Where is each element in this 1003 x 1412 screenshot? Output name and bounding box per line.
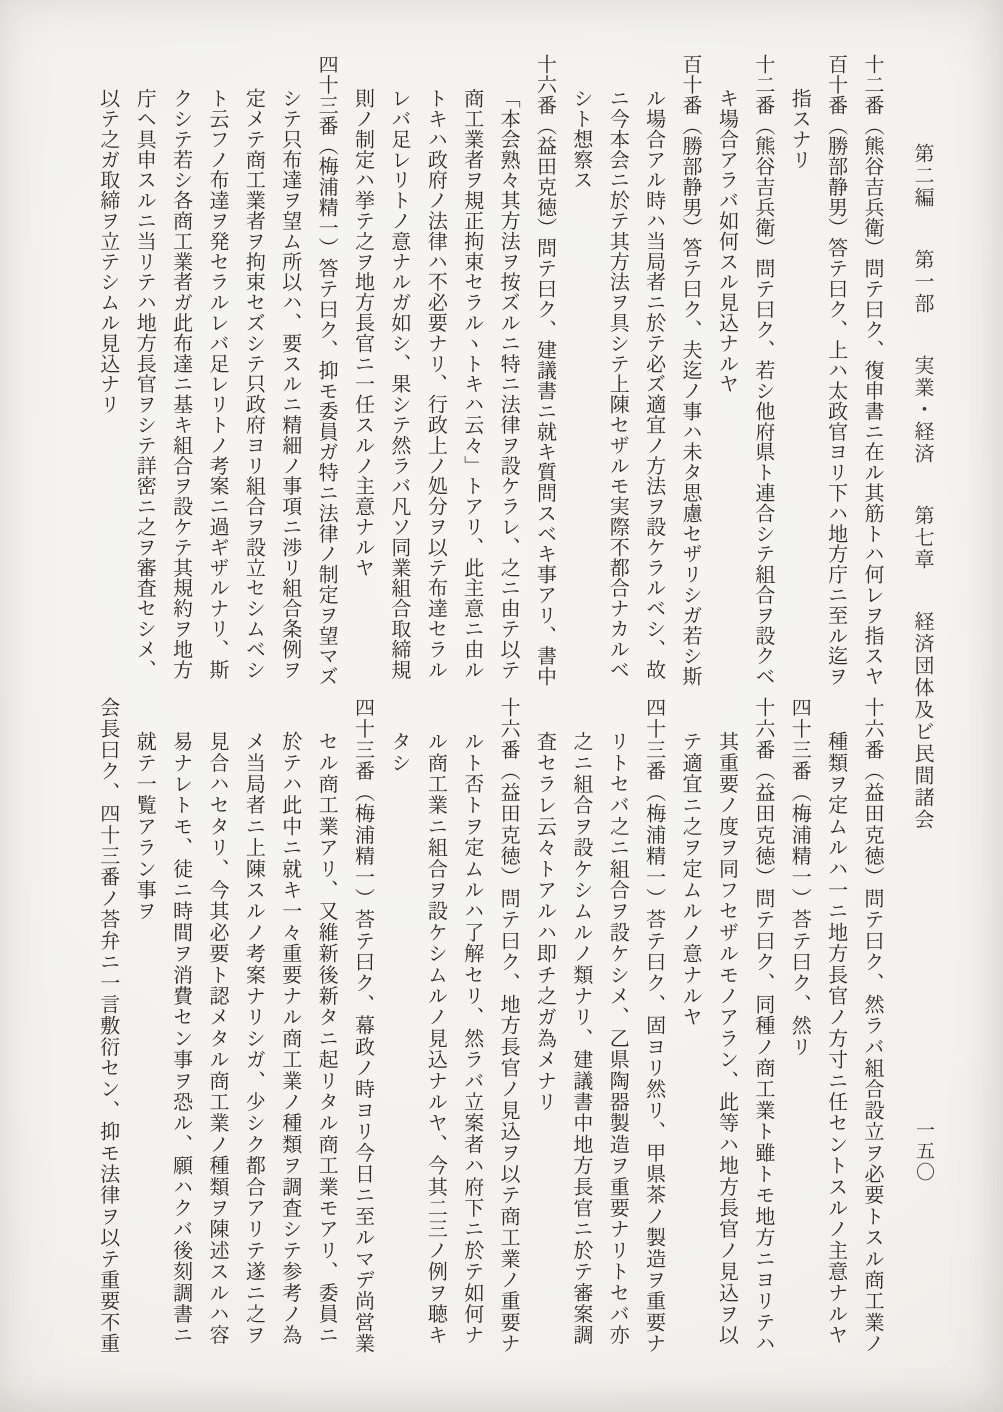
text-line: 就テ一覧アラン事ヲ	[133, 731, 156, 922]
text-line: 以テ之ガ取締ヲ立テシムル見込ナリ	[96, 88, 119, 415]
text-line: 「本会熟々其方法ヲ按ズルニ特ニ法律ヲ設ケラレ、之ニ由テ以テ	[497, 88, 520, 680]
text-line: 庁ヘ具申スルニ当リテハ地方長官ヲシテ詳密ニ之ヲ審査セシメ、	[133, 88, 156, 680]
text-line: ル場合アル時ハ当局者ニ於テ必ズ適宜ノ方法ヲ設ケラルベシ、故	[642, 88, 665, 680]
text-line: 百十番（勝部静男）答テ曰ク、上ハ太政官ヨリ下ハ地方庁ニ至ル迄ヲ	[824, 54, 847, 687]
running-head-part: 第二編	[911, 143, 933, 209]
text-block-bottom	[89, 697, 890, 1377]
text-line: 商工業者ヲ規正拘束セラルヽトキハ云々」トアリ、此主意ニ由ル	[460, 88, 483, 680]
text-line: ト云フノ布達ヲ発セラルレバ足レリトノ考案ニ過ギザルナリ、斯	[205, 88, 228, 680]
text-line: 十六番（益田克徳）問テ曰ク、同種ノ商工業ト雖トモ地方ニヨリテハ	[751, 697, 774, 1355]
text-line: ニ今本会ニ於テ其方法ヲ具シテ上陳セザルモ実際不都合ナカルベ	[606, 88, 629, 680]
text-line: 定メテ商工業者ヲ拘束セズシテ只政府ヨリ組合ヲ設立セシムベシ	[242, 88, 265, 680]
text-line: 易ナレトモ、徒ニ時間ヲ消費セン事ヲ恐ル、願ハクバ後刻調書ニ	[169, 731, 192, 1346]
text-line: 十六番（益田克徳）問テ曰ク、然ラバ組合設立ヲ必要トスル商工業ノ	[861, 697, 883, 1355]
text-line: 種類ヲ定ムルハ一ニ地方長官ノ方寸ニ任セントスルノ主意ナルヤ	[824, 731, 847, 1346]
text-line: 四十三番（梅浦精一）荅テ曰ク、幕政ノ時ヨリ今日ニ至ルマデ尚営業	[351, 697, 374, 1355]
text-line: 見合ハセタリ、今其必要ト認メタル商工業ノ種類ヲ陳述スルハ容	[205, 731, 228, 1346]
text-line: 十六番（益田克徳）問テ曰ク、建議書ニ就キ質問スベキ事アリ、書中	[533, 54, 556, 687]
text-line: 百十番（勝部静男）答テ曰ク、夫迄ノ事ハ未タ思慮セザリシガ若シ斯	[679, 54, 702, 687]
running-head-chapter: 第七章	[911, 505, 933, 571]
text-line: 査セラレ云々トアルハ即チ之ガ為メナリ	[533, 731, 556, 1113]
text-line: セル商工業アリ、又維新後新タニ起リタル商工業モアリ、委員ニ	[315, 731, 338, 1346]
text-line: シテ只布達ヲ望ム所以ハ、要スルニ精細ノ事項ニ渉リ組合条例ヲ	[278, 88, 301, 680]
text-line: メ当局者ニ上陳スルノ考案ナリシガ、少シク都合アリテ遂ニ之ヲ	[242, 731, 265, 1346]
text-line: ル商工業ニ組合ヲ設ケシムルノ見込ナルヤ、今其二三ノ例ヲ聴キ	[424, 731, 447, 1346]
text-line: 四十三番（梅浦精一）答テ曰ク、抑モ委員ガ特ニ法律ノ制定ヲ望マズ	[315, 54, 338, 687]
page-number: 一五〇	[913, 1120, 934, 1183]
text-line: 十二番（熊谷吉兵衛）問テ曰ク、若シ他府県ト連合シテ組合ヲ設クベ	[751, 54, 774, 687]
text-line: テ適宜ニ之ヲ定ムルノ意ナルヤ	[679, 731, 702, 1028]
running-head	[908, 143, 937, 831]
text-block-top	[89, 54, 890, 704]
text-line: レバ足レリトノ意ナルガ如シ、果シテ然ラバ凡ソ同業組合取締規	[387, 88, 410, 680]
text-line: 四十三番（梅浦精一）荅テ曰ク、固ヨリ然リ、甲県茶ノ製造ヲ重要ナ	[642, 697, 665, 1355]
text-line: ルト否トヲ定ムルハ了解セリ、然ラバ立案者ハ府下ニ於テ如何ナ	[460, 731, 483, 1346]
text-line: クシテ若シ各商工業者ガ此布達ニ基キ組合ヲ設ケテ其規約ヲ地方	[169, 88, 192, 680]
text-line: キ場合アラバ如何スル見込ナルヤ	[715, 88, 738, 394]
text-line: トキハ政府ノ法律ハ不必要ナリ、行政上ノ処分ヲ以テ布達セラル	[424, 88, 447, 680]
text-line: 指スナリ	[788, 88, 811, 170]
text-line: 其重要ノ度ヲ同フセザルモノアラン、此等ハ地方長官ノ見込ヲ以	[715, 731, 738, 1346]
text-line: タシ	[387, 731, 410, 774]
text-line: 会長曰ク、四十三番ノ荅弁ニ一言敷衍セン、抑モ法律ヲ以テ重要不重	[96, 697, 119, 1355]
text-line: 十六番（益田克徳）問テ曰ク、地方長官ノ見込ヲ以テ商工業ノ重要ナ	[497, 697, 520, 1355]
text-line: リトセバ之ニ組合ヲ設ケシメ、乙県陶器製造ヲ重要ナリトセバ亦	[606, 731, 629, 1346]
text-line: シト想察ス	[569, 88, 592, 190]
text-line: 四十三番（梅浦精一）荅テ曰ク、然リ	[788, 697, 811, 1058]
running-head-chapter-label: 実業・経済	[911, 355, 933, 465]
text-line: 十二番（熊谷吉兵衛）問テ曰ク、復申書ニ在ル其筋トハ何レヲ指スヤ	[861, 54, 883, 687]
running-head-chapter-title: 経済団体及ビ民間諸会	[911, 611, 933, 831]
text-line: 之ニ組合ヲ設ケシムルノ類ナリ、建議書中地方長官ニ於テ審案調	[569, 731, 592, 1346]
running-head-part: 第一部	[911, 249, 933, 315]
text-line: 則ノ制定ハ挙テ之ヲ地方長官ニ一任スルノ主意ナルヤ	[351, 88, 374, 578]
text-line: 於テハ此中ニ就キ一々重要ナル商工業ノ種類ヲ調査シテ参考ノ為	[278, 731, 301, 1346]
